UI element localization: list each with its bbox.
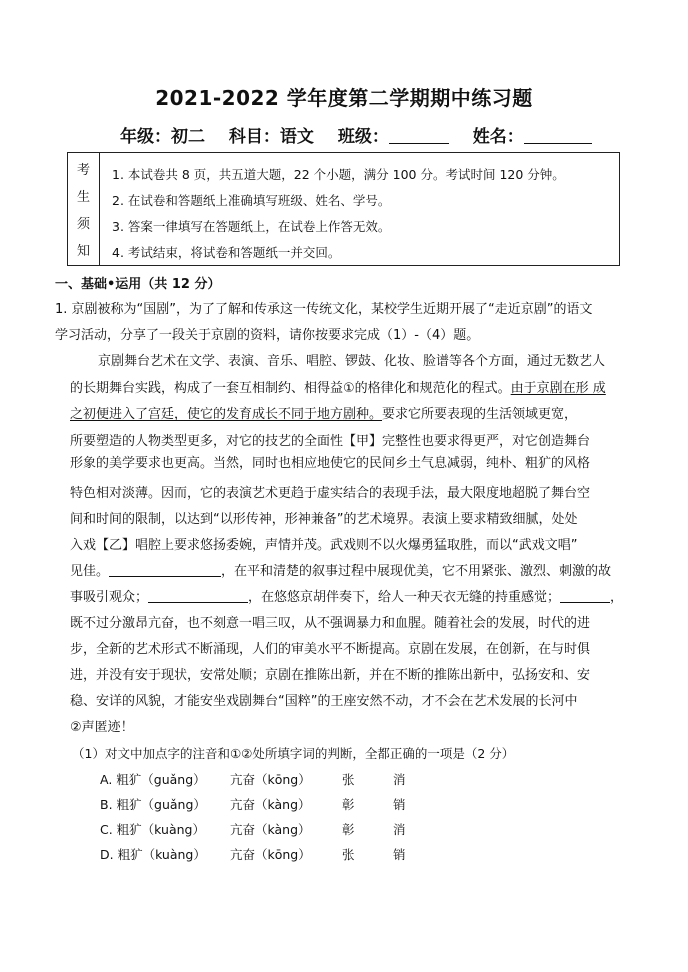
option-c-pinyin2: 亢奋（kàng） bbox=[230, 822, 311, 837]
option-b-word2: 销 bbox=[393, 797, 406, 812]
fill-blank bbox=[148, 589, 248, 603]
option-a-pinyin: A. 粗犷（guǎng） bbox=[100, 772, 206, 787]
notice-label-column bbox=[68, 153, 100, 265]
passage-line: 入戏【乙】唱腔上要求悠扬委婉，声情并茂。武戏则不以火爆勇猛取胜，而以“武戏文唱” bbox=[70, 538, 578, 553]
notice-item: 3. 答案一律填写在答题纸上，在试卷上作答无效。 bbox=[112, 219, 391, 234]
question-intro: 1. 京剧被称为“国剧”，为了了解和传承这一传统文化，某校学生近期开展了“走近京剧”的语文 bbox=[55, 302, 593, 317]
option-c-pinyin: C. 粗犷（kuàng） bbox=[100, 822, 205, 837]
passage-text: 事吸引观众； bbox=[70, 590, 149, 605]
passage-text: 的长期舞台实践，构成了一套互相制约、相得益①的格律化和规范化的程式。 bbox=[70, 381, 511, 396]
fill-blank bbox=[109, 563, 221, 577]
option-d-word1: 张 bbox=[342, 847, 355, 862]
option-c-word1: 彰 bbox=[342, 822, 355, 837]
option-b-word1: 彰 bbox=[342, 797, 355, 812]
passage-text: 要求它所要表现的生活领域更宽， bbox=[382, 407, 578, 422]
name-blank bbox=[524, 127, 592, 144]
exam-notice-box bbox=[67, 152, 620, 266]
section-heading: 一、基础•运用（共 12 分） bbox=[55, 277, 221, 292]
class-label: 班级： bbox=[337, 127, 389, 147]
notice-label-char: 须 bbox=[76, 217, 90, 232]
option-b-pinyin2: 亢奋（kàng） bbox=[230, 797, 311, 812]
passage-text: 见佳。 bbox=[70, 564, 110, 579]
passage-line: 稳、安详的风貌，才能安坐戏剧舞台“国粹”的王座安然不动，才不会在艺术发展的长河中 bbox=[70, 694, 578, 709]
option-a-word1: 张 bbox=[342, 772, 355, 787]
notice-item: 2. 在试卷和答题纸上准确填写班级、姓名、学号。 bbox=[112, 193, 391, 208]
option-d-word2: 销 bbox=[393, 847, 406, 862]
underlined-sentence: 由于京剧在形 成 bbox=[510, 381, 606, 396]
notice-label-char: 生 bbox=[76, 190, 90, 205]
passage-line: 形象的美学要求也更高。当然，同时也相应地使它的民间乡土气息减弱，纯朴、粗犷的风格 bbox=[70, 456, 591, 471]
notice-label-char: 考 bbox=[76, 163, 90, 178]
passage-line: 既不过分激昂亢奋，也不刻意一唱三叹，从不强调暴力和血腥。随着社会的发展，时代的进 bbox=[70, 616, 591, 631]
notice-item: 4. 考试结束，将试卷和答题纸一并交回。 bbox=[112, 245, 341, 260]
passage-line: 所要塑造的人物类型更多，对它的技艺的全面性【甲】完整性也要求得更严，对它创造舞台 bbox=[70, 434, 591, 449]
passage-line: 进，并没有安于现状，安常处顺；京剧在推陈出新，并在不断的推陈出新中，弘扬安和、安 bbox=[70, 668, 591, 683]
subject-label: 科目：语文 bbox=[228, 127, 314, 147]
question-intro: 学习活动，分享了一段关于京剧的资料，请你按要求完成（1）-（4）题。 bbox=[55, 328, 480, 343]
name-label: 姓名： bbox=[472, 127, 524, 147]
passage-line bbox=[70, 377, 606, 396]
passage-text: ，在悠悠京胡伴奏下，给人一种天衣无缝的持重感觉； bbox=[248, 590, 561, 605]
exam-title: 2021-2022 学年度第二学期期中练习题 bbox=[155, 86, 533, 110]
underlined-sentence: 之初便进入了宫廷，使它的发育成长不同于地方剧种。 bbox=[70, 407, 383, 422]
passage-line: 京剧舞台艺术在文学、表演、音乐、唱腔、锣鼓、化妆、脸谱等各个方面，通过无数艺人 bbox=[98, 354, 606, 369]
passage-line: 步，全新的艺术形式不断涌现，人们的审美水平不断提高。京剧在发展，在创新，在与时俱 bbox=[70, 642, 591, 657]
option-b-pinyin: B. 粗犷（guǎng） bbox=[100, 797, 206, 812]
passage-text: ，在平和清楚的叙事过程中展现优美，它不用紧张、激烈、刺激的故 bbox=[221, 564, 612, 579]
option-d-pinyin: D. 粗犷（kuàng） bbox=[100, 847, 206, 862]
grade-label: 年级：初二 bbox=[120, 127, 205, 147]
fill-blank bbox=[560, 589, 610, 603]
notice-item: 1. 本试卷共 8 页，共五道大题，22 个小题，满分 100 分。考试时间 120 分钟。 bbox=[112, 167, 565, 182]
passage-line bbox=[70, 586, 623, 605]
passage-line: 特色相对淡薄。因而，它的表演艺术更趋于虚实结合的表现手法，最大限度地超脱了舞台空 bbox=[70, 486, 591, 501]
option-a-word2: 消 bbox=[393, 772, 406, 787]
passage-line: ②声匿迹！ bbox=[70, 720, 134, 735]
passage-text: ， bbox=[610, 590, 624, 605]
exam-info-line bbox=[120, 122, 592, 147]
passage-line bbox=[70, 560, 611, 579]
passage-line: 间和时间的限制，以达到“以形传神，形神兼备”的艺术境界。表演上要求精致细腻，处处 bbox=[70, 512, 578, 527]
sub-question-stem: （1）对文中加点字的注音和①②处所填字词的判断，全都正确的一项是（2 分） bbox=[72, 746, 515, 761]
passage-line bbox=[70, 403, 577, 422]
option-d-pinyin2: 亢奋（kōng） bbox=[230, 847, 311, 862]
option-c-word2: 消 bbox=[393, 822, 406, 837]
class-blank bbox=[389, 127, 449, 144]
option-a-pinyin2: 亢奋（kōng） bbox=[230, 772, 311, 787]
notice-label-char: 知 bbox=[76, 244, 90, 259]
